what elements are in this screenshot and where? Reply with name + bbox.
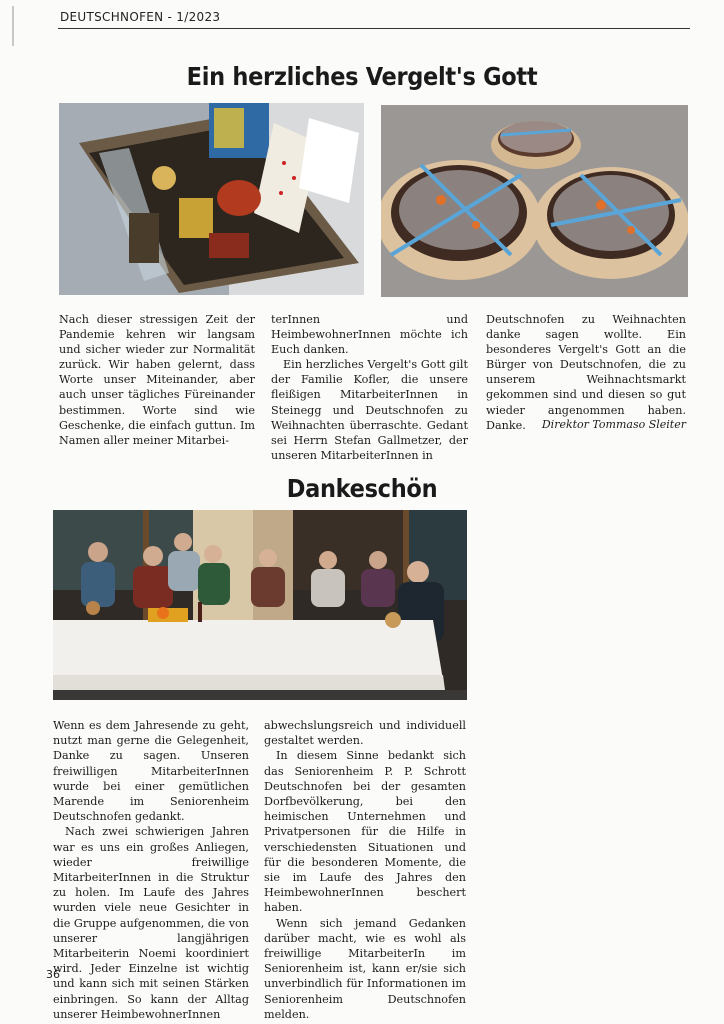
article1-column-1 (59, 312, 255, 448)
scan-edge-mark (12, 6, 14, 46)
article1-paragraph-1-cont: terInnen und HeimbewohnerInnen möchte ich Euch danken. (271, 313, 468, 357)
article1-column-3 (486, 312, 686, 433)
article2-paragraph-1: Wenn es dem Jahresende zu geht, nutzt man gerne die Gelegenheit, Danke zu sagen. Unseren freiwilligen MitarbeiterInnen wurde bei einer gemütlichen Marende im Seniorenheim Deutschnofen gedankt. (53, 719, 249, 824)
page-number: 36 (46, 968, 60, 981)
article1-paragraph-2-cont: Deutschnofen zu Weihnachten danke sagen wollte. Ein besonderes Vergelt's Gott an die Bürger von Deutschnofen, die zu unserem Weihnachtsmarkt gekommen sind und diesen so gut wieder angenommen haben. Danke. (486, 313, 686, 432)
article2-paragraph-2: Nach zwei schwierigen Jahren war es uns ein großes Anliegen, wieder freiwillige MitarbeiterInnen in die Struktur zu holen. Im Laufe des Jahres wurden viele neue Gesichter in die Gruppe aufgenommen, die von unserer langjährigen Mitarbeiterin Noemi koordiniert wird. Jeder Einzelne ist wichtig und kann sich mit seinen Stärken einbringen. So kann der Alltag unserer HeimbewohnerInnen (53, 825, 249, 1021)
article2-title: Dankeschön (286, 474, 438, 503)
header-rule (58, 28, 690, 29)
article1-title: Ein herzliches Vergelt's Gott (186, 62, 538, 91)
photo-gift-baskets (381, 105, 688, 297)
photo-gift-box (59, 103, 364, 295)
article2-column-1 (53, 718, 249, 1022)
article1-column-2 (271, 312, 468, 463)
article2-paragraph-3: In diesem Sinne bedankt sich das Seniorenheim P. P. Schrott Deutschnofen bei der gesamten Dorfbevölkerung, bei den heimischen Unternehmen und Privatpersonen für die Hilfe in verschiedensten Situationen und für die besonderen Momente, die sie im Laufe des Jahres den HeimbewohnerInnen beschert haben. (264, 749, 466, 915)
article1-signature: Direktor Tommaso Sleiter (541, 418, 686, 431)
article2-paragraph-2-cont: abwechslungsreich und individuell gestaltet werden. (264, 719, 466, 748)
running-header: DEUTSCHNOFEN - 1/2023 (60, 10, 221, 24)
article2-column-2 (264, 718, 466, 1022)
article1-paragraph-1: Nach dieser stressigen Zeit der Pandemie kehren wir langsam und sicher wieder zur Normalität zurück. Wir haben gelernt, dass Worte unser Miteinander, aber auch unser tägliches Füreinander bestimmen. Worte sind wie Geschenke, die einfach guttun. Im Namen aller meiner Mitarbei- (59, 313, 255, 447)
article1-paragraph-2: Ein herzliches Vergelt's Gott gilt der Familie Kofler, die unsere fleißigen MitarbeiterInnen in Steinegg und Deutschnofen zu Weihnachten überraschte. Gedant sei Herrn Stefan Gallmetzer, der unseren MitarbeiterInnen in (271, 358, 468, 462)
photo-volunteers-group (53, 510, 467, 700)
article2-paragraph-4: Wenn sich jemand Gedanken darüber macht, wie es wohl als freiwillige MitarbeiterIn im Seniorenheim ist, kann er/sie sich unverbindlich für Informationen im Seniorenheim Deutschnofen melden. (264, 916, 466, 1021)
